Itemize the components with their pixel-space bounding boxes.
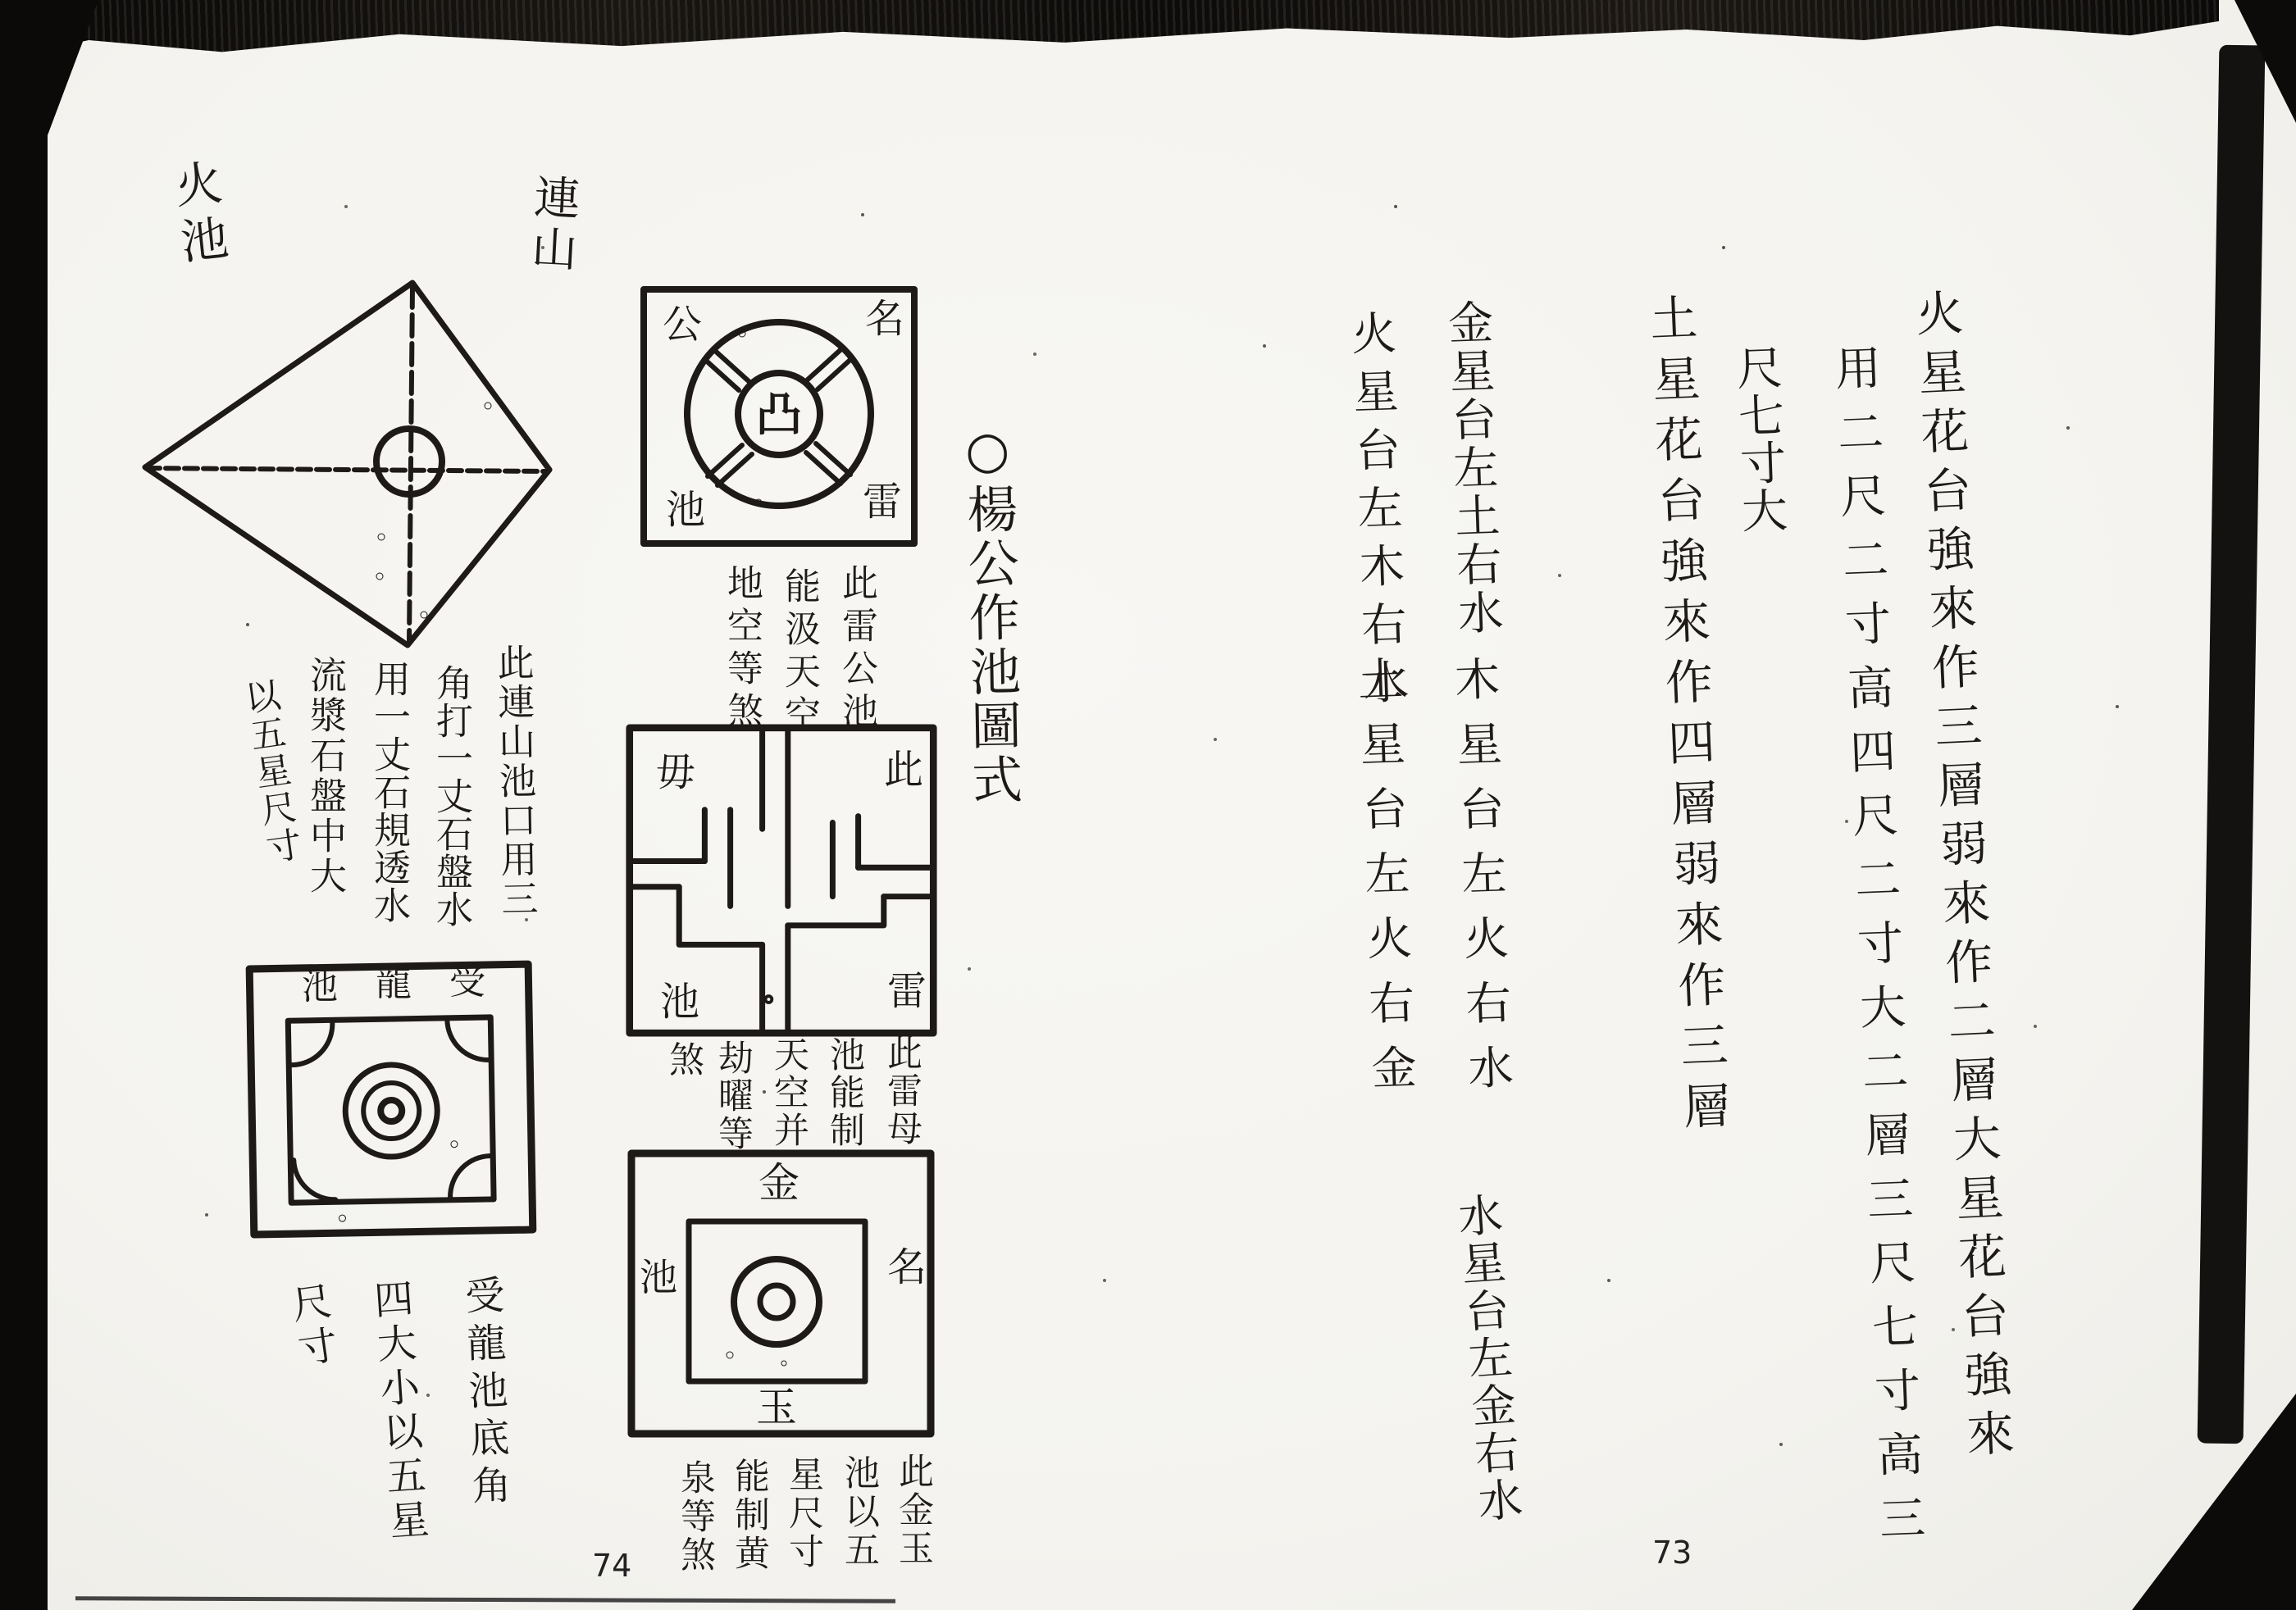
scan-edge-top: [0, 0, 2219, 59]
scan-edge-right: [2198, 45, 2266, 1444]
leimu-caption-1: 此雷母: [882, 1035, 922, 1148]
leigong-corner-tl: 公: [663, 302, 703, 348]
page-number-73: 73: [1652, 1535, 1692, 1571]
lianshan-caption-3: 用一丈石規透水: [367, 660, 411, 924]
right-column-7: 火星台左木右水: [1343, 308, 1410, 718]
shoulong-caption-2: 四大小以五星: [366, 1277, 430, 1546]
right-column-2: 用二尺二寸高四尺二寸大二層三尺七寸高三: [1827, 343, 1927, 1560]
jinyu-label-top: 金: [758, 1159, 800, 1207]
scan-edge-left: [0, 0, 48, 1610]
leigong-center-glyph: 凸: [756, 388, 802, 442]
lianshan-caption-2: 角打一丈石盤水: [430, 664, 473, 928]
jinyu-label-right: 名: [887, 1244, 927, 1290]
jinyu-caption-2: 池以五: [839, 1454, 880, 1570]
leigong-caption-1: 此雷公池: [836, 564, 877, 735]
leimu-corner-br: 雷: [887, 968, 927, 1014]
shoulong-label-long: 龍: [376, 962, 412, 1004]
right-column-6: 木星台左火右水: [1446, 654, 1515, 1110]
right-column-8: 土星台左火右金: [1350, 654, 1419, 1110]
lianshan-caption-4: 流漿石盤中大: [303, 656, 347, 897]
leigong-corner-bl: 池: [666, 487, 706, 533]
leimu-caption-3: 天空并: [768, 1036, 809, 1149]
lianshan-caption-1: 此連山池口用三: [490, 643, 539, 920]
page-number-74: 74: [592, 1548, 632, 1584]
leimu-caption-2: 池能制: [824, 1036, 865, 1149]
jinyu-caption-5: 泉等煞: [675, 1459, 716, 1575]
leimu-corner-bl: 池: [660, 979, 700, 1025]
shoulong-caption-1: 受龍池底角: [458, 1274, 512, 1513]
lianshan-pool-diagram: [135, 275, 562, 660]
leigong-corner-tr: 名: [865, 296, 905, 342]
lianshan-label-left: 火池: [164, 157, 232, 274]
leimu-corner-tr: 此: [884, 747, 924, 793]
jinyu-caption-4: 能制黄: [729, 1458, 770, 1573]
leimu-caption-4: 劫曜等: [713, 1039, 754, 1153]
shoulong-label-shou: 受: [449, 961, 485, 1003]
right-column-4: 土星花台強來作四層弱來作三層: [1641, 292, 1733, 1144]
leimu-caption-5: 煞: [663, 1041, 704, 1079]
right-column-1: 火星花台強來作三層弱來作二層大星花台強來: [1906, 287, 2016, 1470]
jinyu-caption-3: 星尺寸: [783, 1456, 824, 1571]
jinyu-caption-1: 此金玉: [893, 1453, 934, 1568]
right-column-3: 尺七寸大: [1729, 343, 1789, 535]
scan-edge-left-wedge: [48, 0, 98, 135]
leigong-caption-2: 能汲天空: [778, 567, 820, 738]
section-title: ○楊公作池圖式: [957, 419, 1024, 808]
leigong-corner-br: 雷: [863, 479, 903, 525]
leimu-corner-tl: 毋: [656, 749, 696, 795]
lianshan-label-right: 連山: [522, 172, 581, 277]
leigong-caption-3: 地空等煞: [721, 564, 763, 735]
jinyu-label-bottom: 玉: [756, 1384, 797, 1431]
lianshan-caption-5: 以五星尺寸: [237, 675, 304, 869]
scan-edge-bottom-line: [75, 1596, 895, 1603]
shoulong-caption-3: 尺寸: [282, 1280, 340, 1374]
shoulong-label-chi: 池: [302, 966, 338, 1007]
jinyu-label-left: 池: [640, 1255, 677, 1299]
right-column-9: 水星台左金右水: [1450, 1190, 1525, 1527]
right-column-5: 金星台左土右水: [1440, 298, 1505, 639]
